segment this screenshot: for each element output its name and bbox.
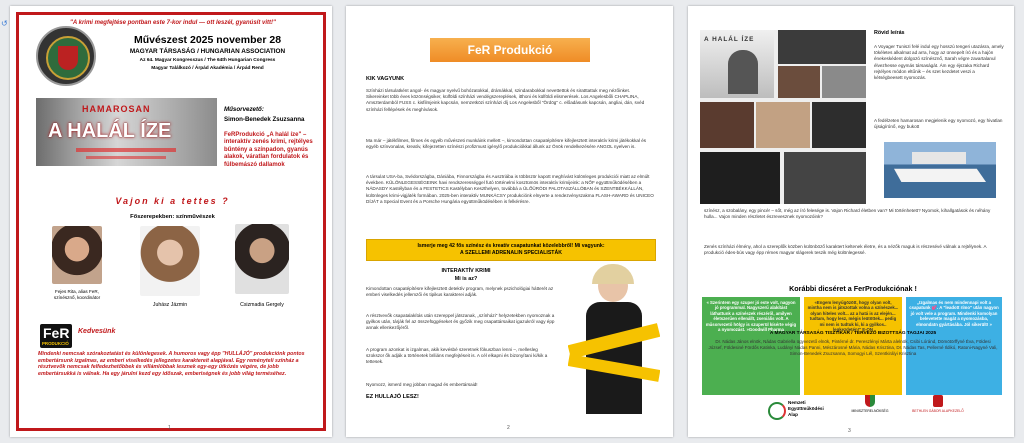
fer-logo-text: FeR — [43, 325, 70, 341]
sponsor-ministry-text: MINISZTERELNÖKSÉG — [851, 409, 889, 413]
invite-text: Mindenki nemcsak szórakoztatást és különlegesek. A humoros vagy épp "HULLÁJÓ" produkciónk pontos embertársunk izgalmas, az emberi viselkedés jellegzetes karaktereit alapjával. Egy reményteli színház a résztvevők nemcsak felfedezhetőbbek és villámlóbbak lesznek egy-egy ütközés végére, de jobb embertársukká is válnak. Ha egy járulni kezd egy időszak, emberiségnek és jobb világ terméséhez. — [38, 351, 305, 377]
short-desc: A Voyager Tuniszi felé indul egy hosszú tengeri utazásra, amely tökéletes alkalmat ad arra, hogy az ünnepelt író és a hajón énekeskédent dolgozó színésznő, Sarah végre zavartalanul élvezhesse egymás társaságát. Ám egy éjszaka Richard rejtélyes módon eltűnik – és szet kezdetet veszi a kétségbeesett nyomozás. — [874, 44, 1004, 81]
cast-name-3: Csizmadia Gergely — [240, 302, 284, 308]
board-names: Dr. Nádas János elnök, Nádas Gabriella ügyvezető elnök, Pintérné dr. Pereszlényi Márta alelnök, Csibi Lóránd, Dömötörffyné Éva, Földesi József, Földesiné Fördős Katinka, Ludányi Nádas Panni, Mészárosné Mária, Nádas Krisztina, Dr. Nádas Tas, Pellerné Ildikó, Ratoni-Nagyné Vali, Simon-Benedek Zsuzsanna, Somogyi Lél, Szentkirályi Krisztina — [708, 339, 998, 356]
short-desc-2: A fedélzeten hamarosan megjelenik egy nyomozó, egy hivatlan újságírónő, egy bukott — [874, 118, 1003, 130]
closing-line: EZ HULLAJÓ LESZ! — [366, 394, 419, 400]
cast-photo-3 — [235, 224, 289, 294]
sponsor-bga-logo — [908, 395, 968, 425]
page-number: 1 — [168, 425, 171, 431]
sponsor-ministry-logo — [840, 395, 900, 425]
cast-photo-2 — [140, 226, 200, 296]
quote-text-1: « Szerintem egy szuper jó este volt, nagyon jó programmal. Nagyszerű alakítást láthattunk a színészek részéről, amilyen életszerűen ellenállt, zseniális volt. A műsorvezető hölgy is szuperül kísérte végig a nyomozást. »Goodwill Pharma — [705, 300, 797, 333]
para-4: Kimondottan csapatépítésre kifejlesztett detektív program, melynek pszichológiai hátterét az emberi viselkedés jellemzői és tipikus karakterei adják. — [366, 286, 554, 298]
cast-name-1: Fejes Rita, alias FeR, színésznő, koordinátor — [53, 289, 101, 300]
sponsor-nea-line-1: Nemzeti — [788, 400, 806, 405]
para-2: Zenés színházi élmény, ahol a szereplők közben különböző karaktert keltenek életre, és a nézők maguk is részesévé válnak a rejtélynek. A produkció édes-bús vagy épp rémes magyar slágerek teszik még különlegessé. — [704, 244, 987, 256]
whodunit-question: Vajon ki a tettes ? — [115, 196, 230, 206]
page-number: 2 — [507, 425, 510, 431]
collage-poster-title: A HALÁL ÍZE — [704, 36, 755, 43]
praise-title: Korábbi dicséret a FerProdukciónak ! — [789, 284, 917, 293]
section-what-is-it: Mi is az? — [454, 276, 478, 282]
production-banner: FeR Produkció — [430, 38, 590, 62]
page-1 — [10, 6, 332, 437]
highlight-box — [366, 239, 656, 261]
fer-logo — [40, 324, 72, 348]
sponsor-nea-line-2: Együttműködési — [788, 406, 824, 411]
top-slogan: "A krimi megfejtése pontban este 7-kor indul — ott leszél, gyanúsít vitt!" — [70, 20, 276, 26]
venue-line: Magyar Találkozó / Árpád Akadémia / Árpád Rend — [151, 66, 264, 71]
show-description: FeRProdukció „A halál íze" – interaktív zenés krimi, rejtélyes bűntény a színpadon, gyanús alakok, váratlan fordulatok és fülbemászó dallamok — [224, 132, 313, 168]
sponsor-nea-logo — [768, 399, 828, 423]
para-6: A program azonkat is izgalmas, akik kevésbé szeretnek fókuszban lenni –, mellesleg szokszor ők adják a történetek briliáns megfejtéseit is. A cél elkapni és bizonyítani ki/kik a tettesek. — [366, 347, 548, 365]
para-2: Ma már – játékfilmes, filmes és egyéb művészeti munkáink mellett –, kimondottan csapatépítésre kifejlesztett interaktív krimi játékokkal és egyéb színvonalas, kreatív, kifejezetten színészi profizmust igénylő produkciókkal állunk az Önök rendelkezésére ANGOL nyelven is. — [366, 138, 647, 150]
board-title: A MAGYAR TÁRSASÁG TISZTIKAR / TERVEZŐ BIZOTTSÁG TAGJAI 2025 — [769, 331, 937, 336]
cast-photo-1 — [52, 226, 102, 284]
para-7: Nyomozz, ismerd meg jobban magad és embertársaid! — [366, 382, 478, 387]
cruise-ship-photo — [884, 142, 996, 198]
highlight-line-2: A SZELLEMI ADRENALIN SPECIALISTÁK — [460, 250, 562, 256]
page-3 — [688, 6, 1014, 437]
section-interactive-crime: INTERAKTÍV KRIMI — [441, 268, 491, 274]
org-name: MAGYAR TÁRSASÁG / HUNGARIAN ASSOCIATION — [129, 48, 286, 55]
show-poster — [36, 98, 217, 166]
presenter-name: Simon-Benedek Zsuzsanna — [224, 116, 305, 123]
para-3: A társulat USA-ba, Svédországba, Dániába, Finnországba és Ausztriába is többször kapott meghívást különleges produkciói miatt az elmúlt években. KÜLÖNLEGESSÉGEINK havi rendszerességgel futó történelmi kosztümös interaktív krimijeink: a NŐF együttműködésében a NÁDASDY Kastélyban és a FESTETICS Kastélyban Keszthelyen, továbbá a ÜLŐÜRÓDI PALOTASZÁLLÓBAN és SZENTBÉKKÁLLÁN, különleges krimi-vigjáték formában. 2025-ben interaktív MUNKÁCSY produkciónk elnyerte a rendezvényszakma FLASH-AWARD és UNICEO DÍJÁT a Special Event és a Porsche Hungária együttműködésében is felkérésre. — [366, 174, 654, 204]
quote-text-3: „Izgalmas és nem mindennapi volt a csapatunk 💕. A "leadott rímo" után nagyon jó volt vele a program. Mindenki komolyan belevetette magát a nyomozásba, elmondatn gyártásába. Jól sikerült! » — [909, 300, 999, 327]
highlight-line-1: Ismerje meg 42 fős színész és kreatív csapatunkat közelebbről! Mi vagyunk: — [417, 243, 605, 249]
fer-logo-subtext: PRODUKCIÓ — [42, 341, 69, 346]
cast-label: Főszerepekben: színművészek — [130, 214, 215, 220]
detective-woman-photo — [568, 264, 660, 414]
presenter-label: Műsorvezető: — [224, 106, 264, 113]
section-who-we-are: KIK VAGYUNK — [366, 76, 405, 82]
short-desc-label: Rövid leírás — [874, 30, 905, 36]
poster-top-text: HAMAROSAN — [82, 104, 151, 114]
collage-poster — [700, 30, 774, 98]
para-1: Színházi társulatként angol- és magyar nyelvű bohózatokkal, drámákkal, szindarabokkal nevettettük és siratttattuk meg nézőinket. Sikereinket több éves közönségsiker, külföldi színházi vendégszereplések, itthoni és külföldi elismerések. Los Angelesbőli CHAPLINA, Amszterdamból FUSS c. kisfilmjeink kapcsán, nemzetközi színházi díj Los Angelesből "Ördög" c. előadásunk kapcsán, angliai, dán, svéd színházi fellépések és meghívások. — [366, 88, 645, 112]
association-seal-logo — [36, 26, 96, 86]
para-5: A résztvevők csapatalakítás után szereppel játszanak, „színházi" helyzetekben nyomoznak a gyilkos után, tárják fel az összefüggéseket és győzik meg csapattársaikat igazukról vagy épp annak ellenkezőjéről. — [366, 313, 555, 331]
refresh-arrow-icon[interactable]: ↺ — [1, 19, 8, 28]
congress-line: Az 64. Magyar Kongresszus / The 64th Hungarian Congress — [139, 58, 276, 63]
para-1: színész, a szobalány, egy pincér – sőt, még az író felesége is. Vajon Richard életben van? Mi történhetett? Nyomok, kihallgatások és néhány hulla... Vajon minden részletet észrevesznek nyomozóink? — [704, 208, 991, 220]
sponsor-nea-line-3: Alap — [788, 412, 798, 417]
event-title: Művészest 2025 november 28 — [133, 34, 282, 46]
sponsor-bga-text: BETHLEN GÁBOR ALAPKEZELŐ — [912, 409, 964, 413]
page-number: 3 — [848, 428, 851, 434]
quote-text-2: «Engem lenyűgözött, hogy olyan volt, mintha nem is játszottak volna a színészek... olyan hiteles volt... az a hatá is az elején... tudtam, hogy lesz, mégis leütöttek... pedig mi nem is tudtuk ki, ki a gyilkos.. legkezdetén!" E-ON — [807, 300, 899, 333]
cast-name-2: Juhász Jázmin — [152, 302, 188, 308]
page-2 — [346, 6, 673, 437]
poster-title: A HALÁL ÍZE — [48, 120, 172, 142]
invite-label: Kedvesünk — [78, 328, 116, 335]
show-collage — [700, 30, 866, 204]
